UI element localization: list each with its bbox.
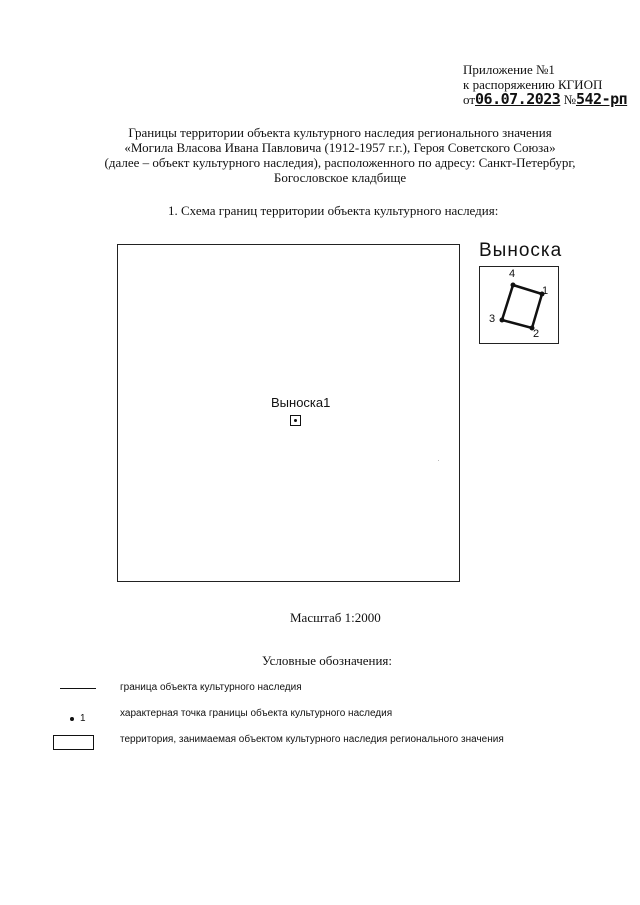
legend-point-label: 1 [80,713,86,724]
boundary-point-4 [511,283,516,288]
callout-marker-icon [290,415,301,426]
legend-title: Условные обозначения: [262,653,393,668]
title-line-2: «Могила Власова Ивана Павловича (1912-1957 г.г.), Героя Советского Союза» [124,140,556,155]
legend-rect-symbol [53,735,94,750]
legend-line-symbol [60,688,96,689]
point-label-1: 1 [542,285,549,297]
point-label-4: 4 [509,268,516,280]
legend-item-point: характерная точка границы объекта культурного наследия [120,708,393,719]
number-prefix: № [563,92,576,107]
map-callout-label: Выноска1 [271,395,331,410]
point-label-2: 2 [533,328,540,340]
boundary-point-3 [500,318,505,323]
boundary-polygon [502,285,542,328]
appendix-date-line [463,92,627,107]
appendix-date: 06.07.2023 [475,90,561,108]
date-prefix: от [463,92,476,107]
map-speck [438,460,439,461]
section-heading: 1. Схема границ территории объекта культурного наследия: [168,203,499,218]
appendix-order: к распоряжению КГИОП [463,77,603,92]
legend-point-symbol [70,713,86,724]
inset-boundary-diagram [480,267,560,345]
title-line-1: Границы территории объекта культурного наследия регионального значения [128,125,552,140]
inset-frame [479,266,559,344]
title-line-3: (далее – объект культурного наследия), расположенного по адресу: Санкт-Петербург, [104,155,576,170]
title-line-4: Богословское кладбище [273,170,407,185]
point-dot-icon [70,717,74,721]
legend-item-territory: территория, занимаемая объектом культурного наследия регионального значения [120,734,504,745]
map-frame [117,244,460,582]
legend-item-boundary: граница объекта культурного наследия [120,682,302,693]
appendix-title: Приложение №1 [463,62,555,77]
appendix-number: 542-рп [575,90,628,108]
inset-title: Выноска [479,240,563,261]
map-scale: Масштаб 1:2000 [290,610,381,625]
point-label-3: 3 [489,313,496,325]
document-title [60,125,620,185]
appendix-block [463,62,627,107]
marker-dot [294,419,297,422]
